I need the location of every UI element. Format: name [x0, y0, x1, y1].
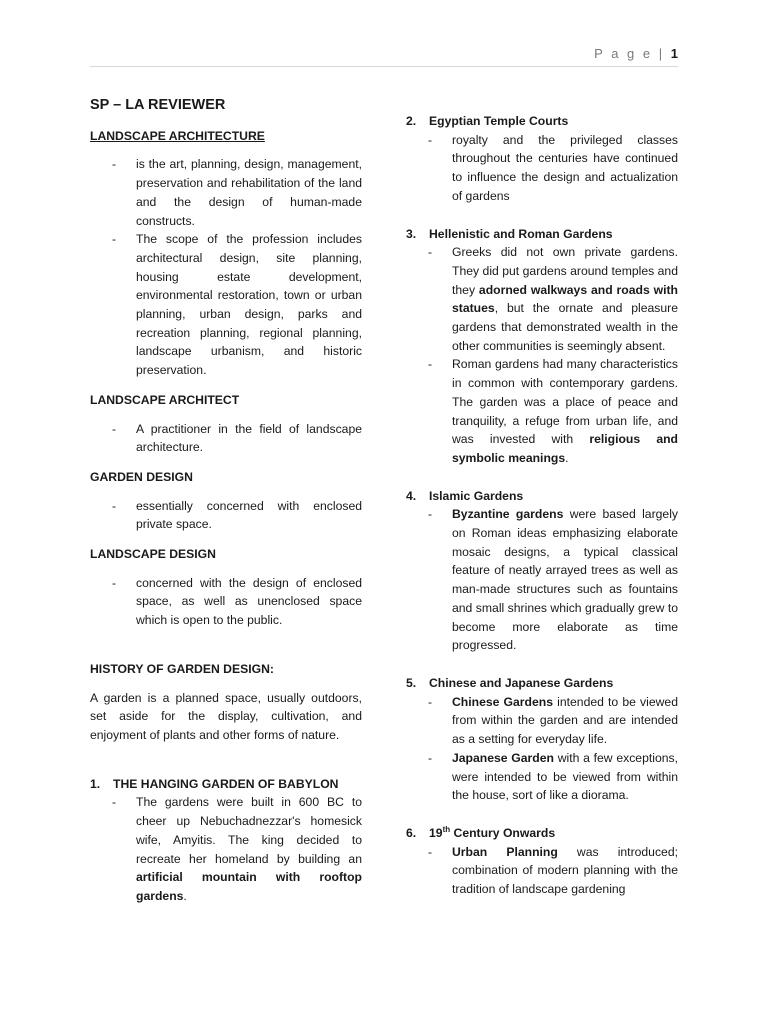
- section-heading: HISTORY OF GARDEN DESIGN:: [90, 661, 274, 676]
- bullet-list: [90, 155, 362, 379]
- item-title: Islamic Gardens: [429, 488, 524, 503]
- bullet-list: [406, 131, 678, 206]
- spacer: [406, 468, 678, 487]
- item-title-superscript: th: [442, 824, 451, 834]
- header-divider: [90, 66, 678, 67]
- bullet-text: was introduced; combination of modern planning with the tradition of landscape gardening: [452, 844, 679, 897]
- bullet-text: essentially concerned with enclosed private space.: [136, 498, 362, 532]
- bullet-text: is the art, planning, design, management, preservation and rehabilitation of the land and the design of human-made constructs.: [136, 157, 362, 228]
- dash-bullet: -: [112, 575, 117, 590]
- item-number: 3.: [406, 226, 417, 241]
- history-item-5: [406, 674, 678, 805]
- section-heading: GARDEN DESIGN: [90, 469, 193, 484]
- right-column: [406, 112, 678, 899]
- section-heading: LANDSCAPE ARCHITECTURE: [90, 128, 265, 143]
- bullet-text: Greeks did not own private gardens. They did put gardens around temples and they: [452, 245, 678, 297]
- bullet-list: [406, 843, 678, 899]
- list-item: [90, 574, 362, 630]
- history-item-6: [406, 824, 678, 899]
- section-garden-design: [90, 468, 362, 534]
- bullet-text: were based largely on Roman ideas emphasizing elaborate mosaic designs, a typical classical feature of neatly arrayed trees as well as man-made structures such as fountains and small shrines which gradually grew to become more elaborate as time progressed.: [452, 507, 678, 653]
- bullet-text: The scope of the profession includes architectural design, site planning, housing estate development, environmental restoration, town or urban planning, urban design, parks and recreation planning, regional planning, landscape urbanism, and historic preservation.: [136, 232, 362, 378]
- spacer: [90, 756, 362, 775]
- spacer: [90, 679, 362, 689]
- dash-bullet: -: [112, 421, 117, 436]
- bullet-list: [406, 243, 678, 467]
- item-number: 4.: [406, 488, 417, 503]
- bullet-text: concerned with the design of enclosed space, as well as unenclosed space which is open to the public.: [136, 575, 362, 628]
- bullet-bold-text: Japanese Garden: [452, 750, 554, 765]
- item-number: 1.: [90, 776, 101, 791]
- history-item-4: [406, 487, 678, 655]
- history-item-1: [90, 775, 362, 906]
- list-item: [90, 230, 362, 380]
- history-item-3: [406, 225, 678, 468]
- numbered-heading: [406, 487, 678, 506]
- list-item: [406, 505, 678, 655]
- dash-bullet: -: [428, 132, 433, 147]
- item-title: [429, 824, 555, 843]
- dash-bullet: -: [428, 844, 433, 859]
- item-title: THE HANGING GARDEN OF BABYLON: [113, 776, 339, 791]
- bullet-bold-text: adorned walkways and roads with statues: [452, 282, 678, 316]
- item-number: 6.: [406, 825, 417, 840]
- dash-bullet: -: [428, 245, 433, 260]
- list-item: [406, 843, 678, 899]
- section-heading: LANDSCAPE ARCHITECT: [90, 392, 240, 407]
- bullet-list: [90, 574, 362, 630]
- bullet-list: [90, 497, 362, 534]
- bullet-text-end: .: [183, 888, 187, 903]
- document-title: SP – LA REVIEWER: [90, 97, 226, 113]
- spacer: [406, 206, 678, 225]
- item-number: 2.: [406, 114, 417, 128]
- bullet-list: [90, 420, 362, 457]
- bullet-bold-text: Urban Planning: [452, 844, 558, 859]
- numbered-heading: [90, 775, 362, 794]
- dash-bullet: -: [428, 694, 433, 709]
- bullet-text: Roman gardens had many characteristics in common with contemporary gardens. The garden was a place of peace and tranquility, a refuge from urban life, and was invested with: [452, 357, 678, 447]
- numbered-heading: [406, 824, 678, 843]
- section-landscape-architecture: [90, 127, 362, 380]
- list-item: [406, 243, 678, 355]
- page-label: P a g e: [594, 46, 653, 61]
- numbered-heading: [406, 674, 678, 693]
- bullet-text: royalty and the privileged classes throughout the centuries have continued to influence the design and actualization of gardens: [452, 132, 678, 203]
- spacer: [406, 655, 678, 674]
- list-item: [90, 420, 362, 457]
- list-item: [90, 155, 362, 230]
- list-item: [406, 693, 678, 749]
- bullet-text: intended to be viewed from within the garden and are intended as a setting for everyday life.: [452, 694, 678, 747]
- list-item: [90, 793, 362, 905]
- bullet-text: The gardens were built in 600 BC to cheer up Nebuchadnezzar's homesick wife, Amyitis. The king decided to recreate her homeland by building an: [136, 795, 362, 866]
- item-title: Hellenistic and Roman Gardens: [429, 226, 613, 241]
- bullet-text: with a few exceptions, were intended to be viewed from within the house, sort of like a diorama.: [452, 750, 678, 803]
- page-separator: |: [658, 46, 665, 61]
- numbered-heading: [406, 112, 678, 131]
- dash-bullet: -: [112, 157, 117, 172]
- list-item: [406, 749, 678, 805]
- section-landscape-design: [90, 545, 362, 630]
- spacer: [406, 805, 678, 824]
- dash-bullet: -: [428, 750, 433, 765]
- item-title: Chinese and Japanese Gardens: [429, 675, 614, 690]
- dash-bullet: -: [428, 507, 433, 522]
- dash-bullet: -: [112, 232, 117, 247]
- bullet-bold-text: religious and symbolic meanings: [452, 432, 678, 465]
- item-number: 5.: [406, 675, 417, 690]
- bullet-list: [90, 793, 362, 905]
- history-paragraph: A garden is a planned space, usually outdoors, set aside for the display, cultivation, and enjoyment of plants and other forms of nature.: [90, 690, 362, 742]
- page-number: 1: [670, 46, 678, 61]
- history-item-2: [406, 112, 678, 206]
- bullet-bold-text: artificial mountain with rooftop gardens: [136, 870, 362, 903]
- section-landscape-architect: [90, 391, 362, 457]
- item-title: Egyptian Temple Courts: [429, 114, 569, 128]
- dash-bullet: -: [112, 795, 117, 810]
- left-column: [90, 96, 362, 906]
- bullet-text-end: .: [565, 450, 569, 465]
- list-item: [406, 355, 678, 467]
- bullet-text-end: , but the ornate and pleasure gardens that demonstrated wealth in the other communities is seemingly absent.: [452, 301, 678, 353]
- list-item: [90, 497, 362, 534]
- bullet-text: A practitioner in the field of landscape architecture.: [136, 421, 362, 455]
- spacer: [90, 641, 362, 660]
- bullet-list: [406, 505, 678, 655]
- item-title-part: Century Onwards: [450, 825, 556, 840]
- dash-bullet: -: [428, 357, 433, 372]
- section-history: [90, 660, 362, 745]
- numbered-heading: [406, 225, 678, 244]
- item-title-part: 19: [429, 825, 443, 840]
- bullet-bold-text: Chinese Gardens: [452, 694, 553, 709]
- section-heading: LANDSCAPE DESIGN: [90, 547, 216, 562]
- bullet-bold-text: Byzantine gardens: [452, 507, 564, 522]
- bullet-list: [406, 693, 678, 805]
- list-item: [406, 131, 678, 206]
- page-header: [594, 46, 678, 61]
- dash-bullet: -: [112, 498, 117, 513]
